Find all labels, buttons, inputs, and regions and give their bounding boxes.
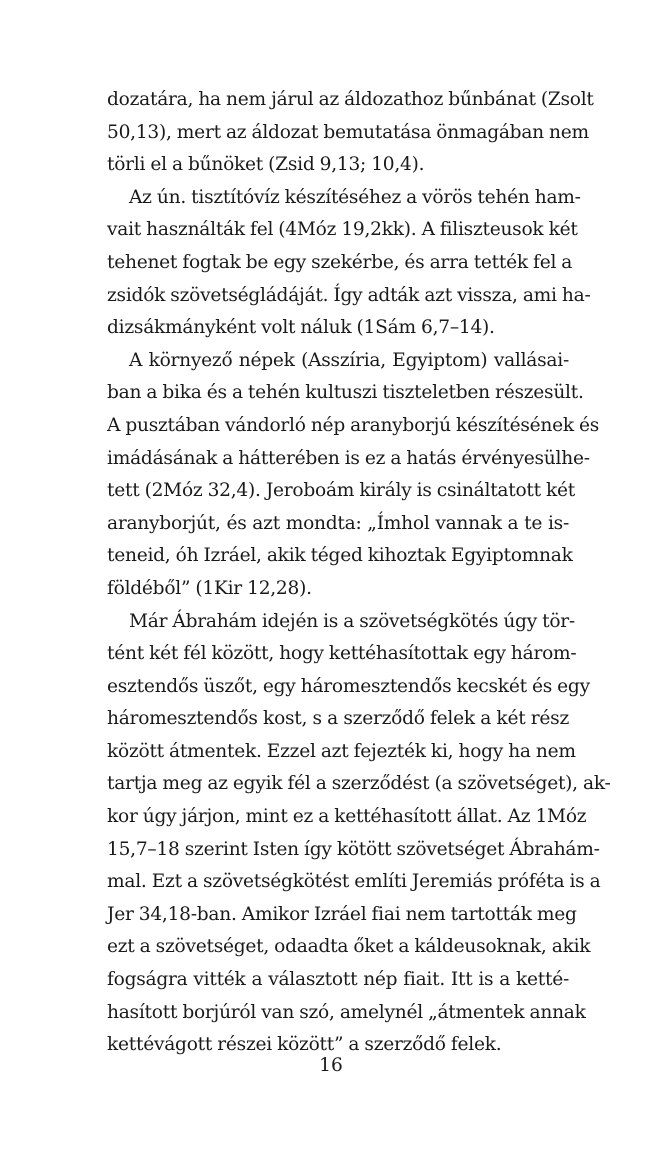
page-number: 16 [319,1055,343,1076]
text-line: földéből” (1Kir 12,28). [107,577,312,599]
text-line: tehenet fogtak be egy szekérbe, és arra tették fel a [107,251,573,273]
text-line: fogságra vitték a választott nép fiait. Itt is a ketté- [107,969,569,991]
text-line: ezt a szövetséget, odaadta őket a káldeusoknak, akik [107,936,591,958]
text-line: teneid, óh Izráel, akik téged kihoztak Egyiptomnak [107,545,573,567]
text-line: hasított borjúról van szó, amelynél „átmentek annak [107,1001,586,1023]
text-line: ban a bika és a tehén kultuszi tiszteletben részesült. [107,382,584,404]
text-line: zsidók szövetségládáját. Így adták azt vissza, ami ha- [107,284,591,306]
text-line: Már Ábrahám idején is a szövetségkötés úgy tör- [129,610,575,632]
text-line: tartja meg az egyik fél a szerződést (a szövetséget), ak- [107,773,611,795]
text-line: 15,7–18 szerint Isten így kötött szövetséget Ábrahám- [107,838,600,860]
text-line: mal. Ezt a szövetségkötést említi Jeremiás próféta is a [107,871,601,893]
text-line: háromesztendős kost, s a szerződő felek a két rész [107,708,569,730]
text-line: dozatára, ha nem járul az áldozathoz bűnbánat (Zsolt [107,89,594,110]
text-line: dizsákmányként volt náluk (1Sám 6,7–14). [107,317,495,339]
text-line: A pusztában vándorló nép aranyborjú készítésének és [107,414,600,436]
text-line: tett (2Móz 32,4). Jeroboám király is csináltatott két [107,480,576,502]
text-line: kor úgy járjon, mint ez a kettéhasított állat. Az 1Móz [107,806,587,828]
body-text [107,84,611,1062]
text-line: aranyborjút, és azt mondta: „Ímhol vannak a te is- [107,512,569,534]
text-line: A környező népek (Asszíria, Egyiptom) vallásai- [129,349,569,371]
text-line: imádásának a hátterében is ez a hatás érvényesülhe- [107,447,590,469]
text-line: között átmentek. Ezzel azt fejezték ki, hogy ha nem [107,740,576,762]
text-line: tént két fél között, hogy kettéhasítottak egy három- [107,643,577,665]
text-line: 50,13), mert az áldozat bemutatása önmagában nem [107,121,589,143]
text-line: törli el a bűnöket (Zsid 9,13; 10,4). [107,154,425,176]
text-line: Jer 34,18-ban. Amikor Izráel fiai nem tartották meg [107,903,577,925]
text-line: kettévágott részei között” a szerződő felek. [107,1034,502,1056]
text-line: Az ún. tisztítóvíz készítéséhez a vörös tehén ham- [129,186,581,208]
text-line: esztendős üszőt, egy háromesztendős kecskét és egy [107,675,590,697]
text-line: vait használták fel (4Móz 19,2kk). A filiszteusok két [107,219,578,241]
